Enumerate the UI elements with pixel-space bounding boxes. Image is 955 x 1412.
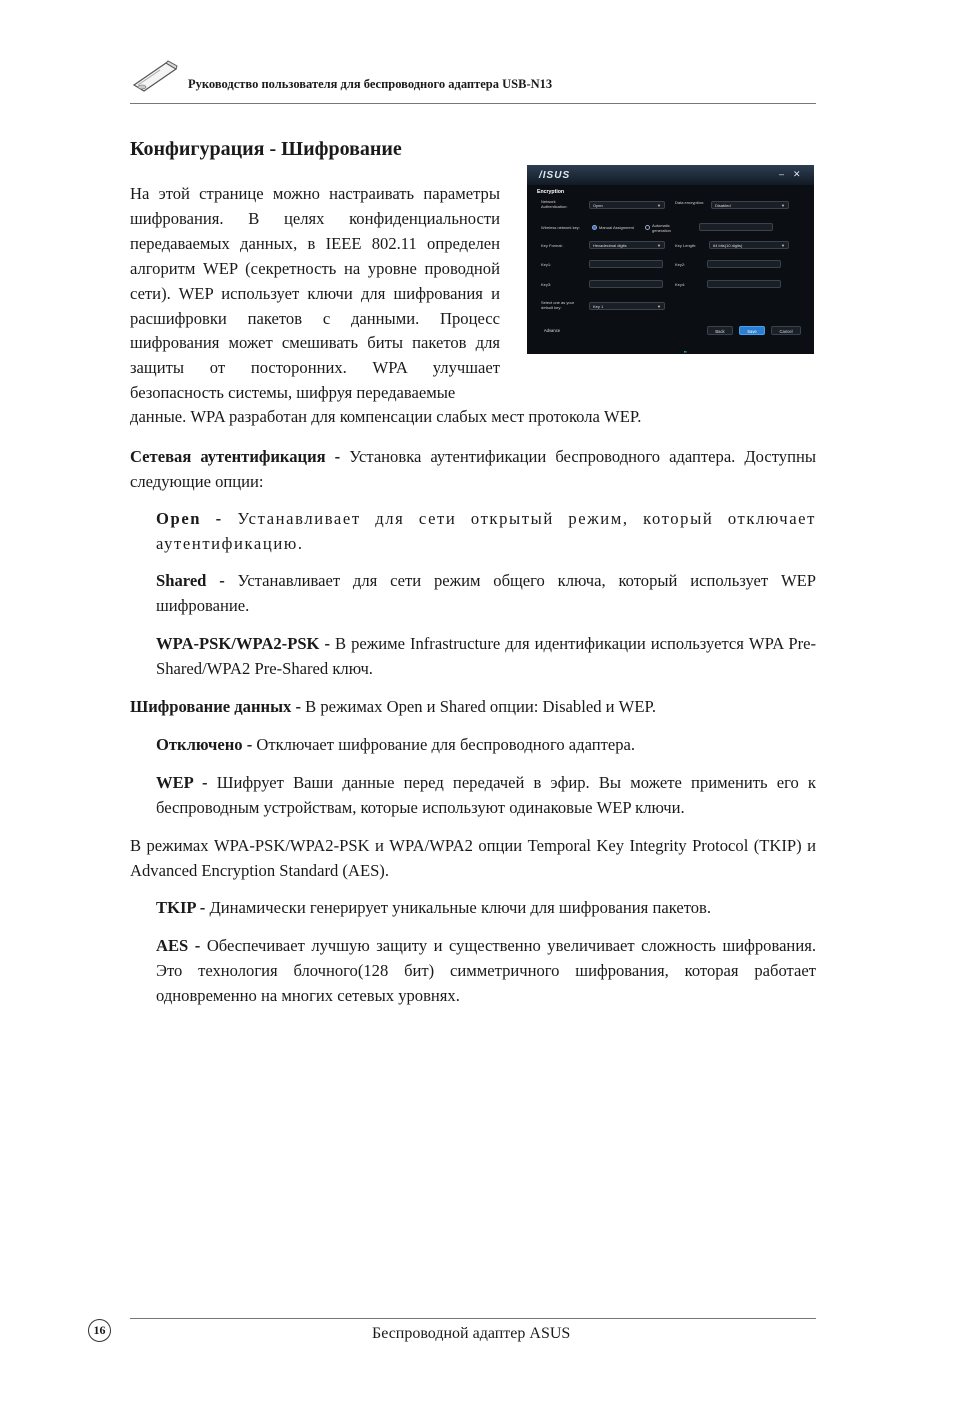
wpapsk-text: В режиме Infrastructure для идентификации используется WPA Pre-Shared/WPA2 Pre-Shared ключ. [156,634,816,678]
key2-input[interactable] [707,260,781,268]
dialog-heading: Encryption [537,189,565,195]
disabled-text: Отключает шифрование для беспроводного адаптера. [252,735,636,754]
disabled-term: Отключено - [156,735,253,754]
wep-term: WEP - [156,773,208,792]
intro-paragraph-end: данные. WPA разработан для компенсации слабых мест протокола WEP. [130,407,642,426]
chevron-down-icon: ▼ [657,203,661,208]
data-enc-paragraph [130,695,816,720]
asus-logo: /ISUS [539,170,571,181]
key-length-select[interactable] [709,241,789,249]
tkip-paragraph [156,896,816,921]
disabled-paragraph [156,733,816,758]
default-key-label: Select one as your default key: [541,300,575,310]
net-auth-paragraph [130,445,816,495]
net-auth-label: Network Authentication: [541,199,568,209]
modes-paragraph: В режимах WPA-PSK/WPA2-PSK и WPA/WPA2 опции Temporal Key Integrity Protocol (TKIP) и Advanced Encryption Standard (AES). [130,836,816,880]
advance-button[interactable]: Advance [543,328,561,333]
encryption-dialog-screenshot [527,165,814,354]
chevron-down-icon: ▼ [781,203,785,208]
intro-paragraph: На этой странице можно настраивать параметры шифрования. В целях конфиденциальности передаваемых данных, в IEEE 802.11 определен алгоритм WEP (секретность на уровне проводной сети). WEP использует ключи для шифрования и расшифровки пакетов с данными. Процесс шифрования может смешивать биты пакетов для защиты от посторонних. WPA улучшает безопасность системы, шифруя передаваемые [130,184,500,403]
shared-paragraph [156,569,816,619]
back-button[interactable]: Back [707,326,733,335]
page-header [130,58,816,104]
chevron-down-icon: ▼ [657,243,661,248]
net-auth-select[interactable] [589,201,665,209]
data-enc-value: Disabled [715,203,731,208]
header-title: Руководство пользователя для беспроводного адаптера USB-N13 [188,77,553,91]
default-key-value: Key 1 [593,304,604,309]
footer-text: Беспроводной адаптер ASUS [372,1325,571,1342]
key3-input[interactable] [589,280,663,288]
wpapsk-term: WPA-PSK/WPA2-PSK - [156,634,330,653]
dialog-titlebar [527,165,814,185]
aes-text: Обеспечивает лучшую защиту и существенно увеличивает сложность шифрования. Это технология блочного(128 бит) симметричного шифрования, которая работает одновременно на многих сетевых уровнях. [156,936,816,1005]
section-title: Конфигурация - Шифрование [130,138,402,160]
open-paragraph [156,507,816,557]
minimize-icon[interactable]: – [779,169,785,179]
net-auth-text: Установка аутентификации беспроводного адаптера. Доступны следующие опции: [130,447,816,491]
data-enc-select[interactable] [711,201,789,209]
data-enc-term: Шифрование данных - [130,697,302,716]
key4-label: Key4: [675,282,686,287]
key-length-value: 64 bits(10 digits) [713,243,743,248]
tkip-term: TKIP - [156,898,206,917]
key1-input[interactable] [589,260,663,268]
key3-label: Key3: [541,282,552,287]
net-auth-term: Сетевая аутентификация - [130,447,341,466]
key1-label: Key1: [541,262,552,267]
default-key-select[interactable] [589,302,665,310]
data-enc-text: В режимах Open и Shared опции: Disabled и WEP. [301,697,657,716]
open-text: Устанавливает для сети открытый режим, который отключает аутентификацию. [156,509,816,553]
wep-text: Шифрует Ваши данные перед передачей в эфир. Вы можете применить его к беспроводным устройствам, которые используют одинаковые WEP ключи. [156,773,816,817]
key4-input[interactable] [707,280,781,288]
key-format-label: Key Format: [541,243,563,248]
shared-term: Shared - [156,571,225,590]
manual-radio[interactable] [592,225,597,230]
usb-adapter-icon [130,58,180,92]
automatic-radio[interactable] [645,225,650,230]
chevron-down-icon: ▼ [657,304,661,309]
generation-passphrase-input[interactable] [699,223,773,231]
wep-paragraph [156,771,816,821]
shared-text: Устанавливает для сети режим общего ключа, который использует WEP шифрование. [156,571,816,615]
key-length-label: Key Length: [675,243,697,248]
wpapsk-paragraph [156,632,816,682]
resize-grip-icon: ▪▪ [684,349,687,354]
save-button[interactable]: Save [739,326,765,335]
automatic-label: Automatic generation [652,223,671,233]
page-number: 16 [88,1319,111,1342]
cancel-button[interactable]: Cancel [771,326,801,335]
aes-term: AES - [156,936,201,955]
aes-paragraph [156,934,816,1009]
key2-label: Key2: [675,262,686,267]
manual-label: Manual Assignment [599,225,634,230]
header-divider [130,103,816,104]
data-enc-label: Data encryption: [675,200,705,205]
tkip-text: Динамически генерирует уникальные ключи для шифрования пакетов. [205,898,712,917]
key-format-value: Hexadecimal digits [593,243,627,248]
net-auth-value: Open [593,203,603,208]
key-format-select[interactable] [589,241,665,249]
close-icon[interactable]: ✕ [793,169,801,179]
footer-divider [130,1318,816,1319]
wireless-key-label: Wireless network key: [541,225,580,230]
chevron-down-icon: ▼ [781,243,785,248]
open-term: Open - [156,509,223,528]
